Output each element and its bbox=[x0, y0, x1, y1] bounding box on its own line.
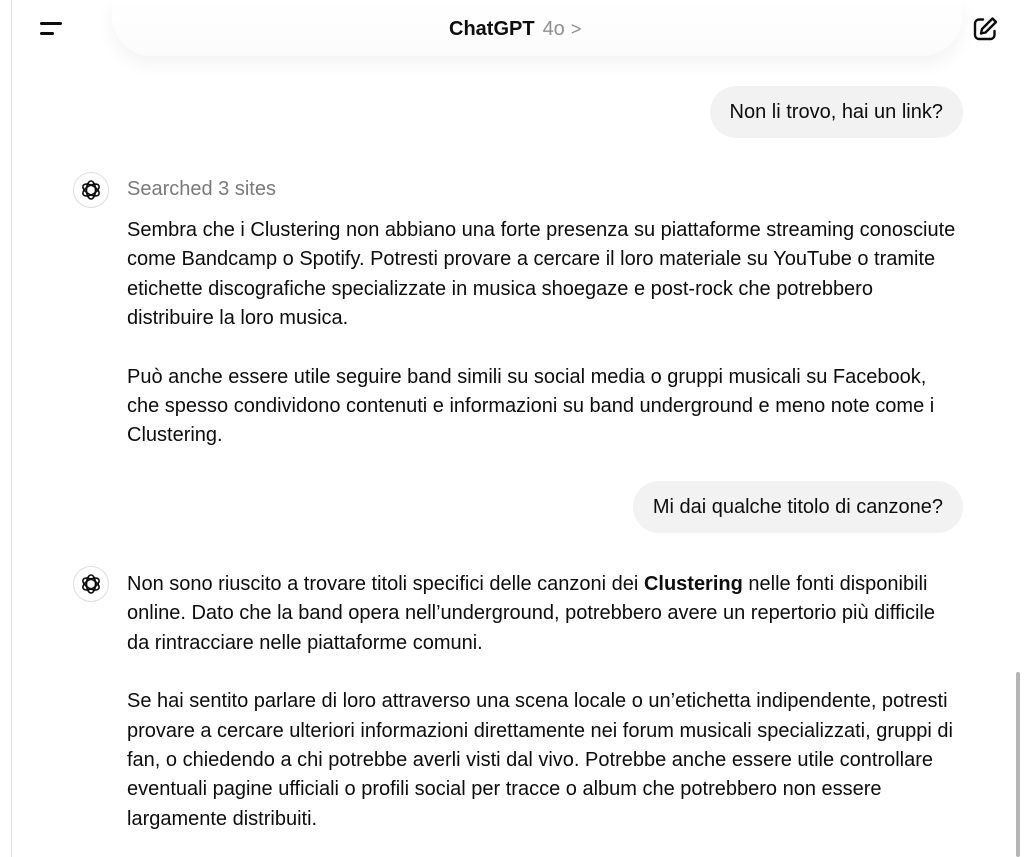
openai-logo-icon bbox=[79, 572, 103, 596]
assistant-avatar bbox=[73, 566, 109, 602]
user-message-text: Mi dai qualche titolo di canzone? bbox=[652, 496, 943, 518]
user-message bbox=[710, 86, 963, 138]
model-version: 4o bbox=[542, 17, 565, 40]
openai-logo-icon bbox=[79, 178, 103, 202]
new-chat-button[interactable] bbox=[970, 14, 1000, 44]
header bbox=[12, 0, 1024, 58]
assistant-avatar bbox=[73, 172, 109, 208]
assistant-paragraph: Se hai sentito parlare di loro attraverso una scena locale o un’etichetta indipendente, potresti provare a cercare ulteriori informazioni direttamente nei forum musicali specializzati, gruppi di fan, o chiedendo a chi potrebbe averli visti dal vivo. Potrebbe anche essere utile controllare eventuali pagine ufficiali o profili social per tracce o album che potrebbero non essere largamente distribuiti. bbox=[127, 690, 953, 830]
assistant-paragraph: Sembra che i Clustering non abbiano una forte presenza su piattaforme streaming conosciute come Bandcamp o Spotify. Potresti provare a cercare il loro materiale su YouTube o tramite etichette discografiche specializzate in musica shoegaze e post-rock che potrebbero distribuire la loro musica. bbox=[127, 219, 956, 330]
menu-button[interactable] bbox=[36, 14, 66, 44]
assistant-paragraph: Può anche essere utile seguire band simili su social media o gruppi musicali su Facebook, che spesso condividono contenuti e informazioni su band underground e meno note come i Clustering. bbox=[127, 365, 935, 447]
assistant-message bbox=[127, 216, 957, 480]
user-message-text: Non li trovo, hai un link? bbox=[729, 101, 943, 123]
assistant-message bbox=[127, 570, 957, 857]
paragraph-text: nelle fonti disponibili online. Dato che la band opera nell’underground, potrebbero avere un repertorio più difficile da rintracciare nelle piattaforme comuni. bbox=[127, 573, 935, 654]
band-name: Clustering bbox=[643, 573, 743, 595]
new-chat-icon bbox=[970, 14, 1000, 44]
paragraph-text: Non sono riuscito a trovare titoli specifici delle canzoni dei bbox=[127, 573, 644, 595]
searched-sites-toggle[interactable]: Searched 3 sites bbox=[127, 178, 276, 200]
model-name: ChatGPT bbox=[449, 17, 535, 40]
assistant-paragraph bbox=[127, 570, 957, 658]
model-picker[interactable] bbox=[449, 14, 581, 44]
scrollbar[interactable] bbox=[1016, 672, 1020, 857]
sidebar-edge bbox=[11, 0, 12, 857]
chevron-right-icon: > bbox=[570, 18, 582, 39]
user-message bbox=[633, 481, 963, 533]
